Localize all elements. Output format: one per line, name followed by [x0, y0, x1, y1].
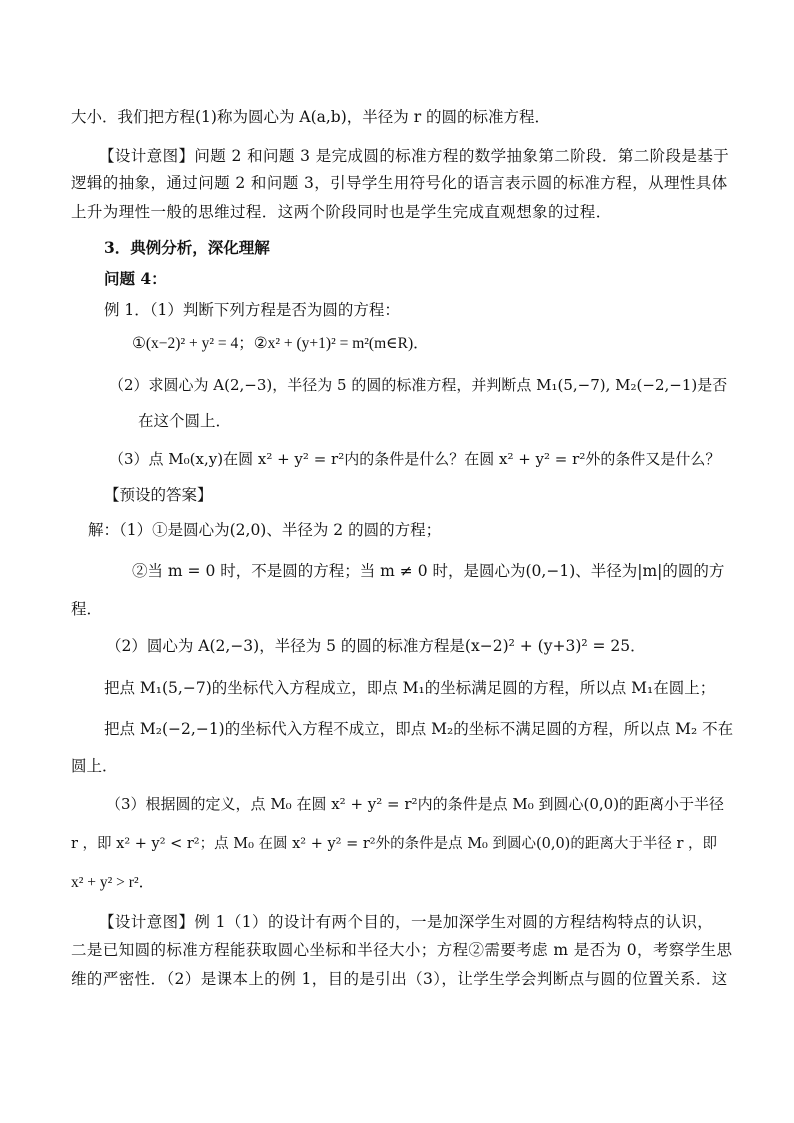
design-intent-line-2: 逻辑的抽象，通过问题 2 和问题 3，引导学生用符号化的语言表示圆的标准方程，从理性具体 — [71, 174, 728, 192]
text-line-1: 大小．我们把方程(1)称为圆心为 A(a,b)，半径为 r 的圆的标准方程． — [71, 108, 551, 126]
answer-2-line-1: （2）圆心为 A(2,−3)，半径为 5 的圆的标准方程是(x−2)² + (y+3)² = 25． — [106, 637, 646, 655]
example-1-part-3: （3）点 M₀(x,y)在圆 x² + y² = r²内的条件是什么？在圆 x² + y² = r²外的条件又是什么？ — [109, 450, 721, 468]
answer-3-line-1: （3）根据圆的定义，点 M₀ 在圆 x² + y² = r²内的条件是点 M₀ 到圆心(0,0)的距离小于半径 — [106, 795, 725, 813]
example-1-part-2-cont: 在这个圆上． — [138, 412, 232, 430]
preset-answer-heading: 【预设的答案】 — [104, 486, 213, 504]
section-heading: 3．典例分析，深化理解 — [104, 238, 270, 257]
answer-3-line-2: r ，即 x² + y² < r²；点 M₀ 在圆 x² + y² = r²外的条件是点 M₀ 到圆心(0,0)的距离大于半径 r ，即 — [71, 836, 717, 852]
example-1-title: 例 1．（1）判断下列方程是否为圆的方程： — [104, 301, 400, 319]
design-intent-line-1: 【设计意图】问题 2 和问题 3 是完成圆的标准方程的数学抽象第二阶段．第二阶段是基于 — [99, 147, 730, 165]
example-1-equations: ①(x−2)² + y² = 4；②x² + (y+1)² = m²(m∈R)． — [132, 335, 429, 352]
question-heading: 问题 4： — [104, 269, 167, 288]
answer-2-line-2: 把点 M₁(5,−7)的坐标代入方程成立，即点 M₁的坐标满足圆的方程，所以点 M₁在圆上； — [104, 679, 716, 697]
example-1-part-2: （2）求圆心为 A(2,−3)，半径为 5 的圆的标准方程，并判断点 M₁(5,−7), M₂(−2,−1)是否 — [109, 376, 728, 394]
design-intent-2-line-3: 维的严密性．（2）是课本上的例 1，目的是引出（3），让学生学会判断点与圆的位置关系．这 — [71, 970, 728, 988]
design-intent-line-3: 上升为理性一般的思维过程．这两个阶段同时也是学生完成直观想象的过程． — [71, 203, 612, 221]
design-intent-2-line-1: 【设计意图】例 1（1）的设计有两个目的，一是加深学生对圆的方程结构特点的认识， — [99, 913, 714, 931]
answer-1-line-1: 解：（1）①是圆心为(2,0)、半径为 2 的圆的方程； — [88, 521, 442, 539]
design-intent-2-line-2: 二是已知圆的标准方程能获取圆心坐标和半径大小；方程②需要考虑 m 是否为 0，考察学生思 — [71, 941, 733, 959]
answer-1-line-3: 程． — [71, 600, 103, 618]
answer-2-line-3: 把点 M₂(−2,−1)的坐标代入方程不成立，即点 M₂的坐标不满足圆的方程，所以点 M₂ 不在 — [104, 720, 734, 738]
answer-2-line-4: 圆上． — [71, 757, 118, 775]
answer-3-line-3: x² + y² > r²． — [71, 874, 155, 891]
answer-1-line-2: ②当 m = 0 时，不是圆的方程；当 m ≠ 0 时，是圆心为(0,−1)、半径为|m|的圆的方 — [132, 562, 725, 580]
